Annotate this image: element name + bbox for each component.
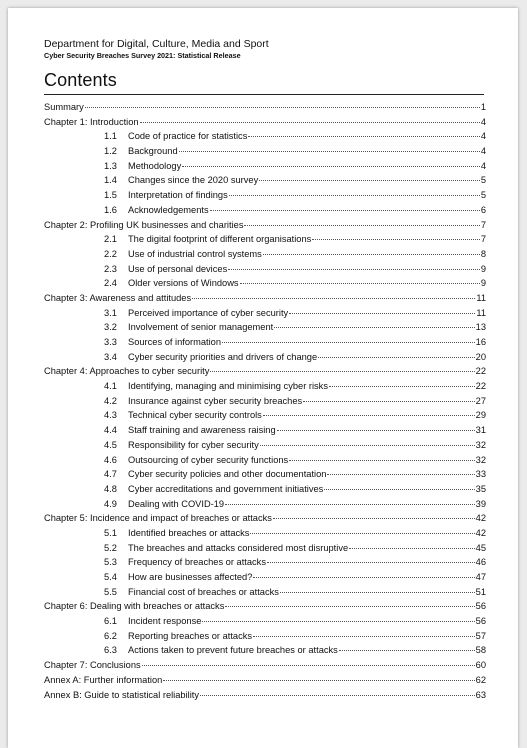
dot-leader: [289, 460, 474, 461]
toc-entry-number: 3.4: [104, 351, 117, 362]
toc-chapter-entry[interactable]: [44, 117, 486, 132]
toc-page-number: 16: [475, 337, 486, 347]
dot-leader: [228, 269, 480, 270]
dot-leader: [140, 122, 480, 123]
toc-section-entry[interactable]: [44, 146, 486, 161]
dot-leader: [339, 650, 475, 651]
toc-section-entry[interactable]: [44, 528, 486, 543]
toc-page-number: 9: [480, 263, 486, 274]
dot-leader: [163, 680, 474, 681]
toc-section-entry[interactable]: [44, 190, 486, 205]
toc-entry-label: The breaches and attacks considered most disruptive: [128, 542, 349, 553]
toc-entry-label: Use of industrial control systems: [128, 248, 262, 259]
dot-leader: [222, 342, 475, 343]
dot-leader: [200, 695, 475, 696]
toc-page-number: 5: [480, 175, 486, 186]
toc-page-number: 7: [480, 219, 486, 230]
toc-page-number: 45: [475, 542, 486, 553]
dot-leader: [267, 562, 475, 563]
toc-page-number: 56: [475, 616, 486, 627]
toc-entry-label: Staff training and awareness raising: [128, 425, 276, 436]
toc-section-entry[interactable]: [44, 322, 486, 337]
toc-section-entry[interactable]: [44, 645, 486, 660]
toc-entry-number: 6.2: [104, 630, 117, 641]
toc-entry-label: Code of practice for statistics: [128, 131, 248, 142]
title-divider: [44, 94, 484, 95]
toc-page-number: 42: [475, 527, 486, 538]
toc-entry-label: Identifying, managing and minimising cyber risks: [128, 381, 328, 392]
toc-page-number: 42: [475, 513, 486, 524]
dot-leader: [85, 107, 480, 108]
toc-entry-label: The digital footprint of different organisations: [128, 234, 312, 245]
dot-leader: [210, 210, 480, 211]
toc-entry-number: 4.3: [104, 410, 117, 421]
dot-leader: [273, 518, 475, 519]
toc-entry-number: 2.2: [104, 248, 117, 259]
toc-page-number: 22: [475, 381, 486, 392]
toc-entry-number: 1.3: [104, 160, 117, 171]
toc-entry-label: Use of personal devices: [128, 263, 228, 274]
toc-page-number: 29: [475, 410, 486, 421]
toc-entry-number: 4.1: [104, 381, 117, 392]
toc-page-number: 27: [475, 395, 486, 406]
dot-leader: [312, 239, 480, 240]
table-of-contents: [44, 102, 486, 704]
toc-section-entry[interactable]: [44, 278, 486, 293]
toc-chapter-entry[interactable]: [44, 601, 486, 616]
toc-entry-label: Outsourcing of cyber security functions: [128, 454, 289, 465]
toc-chapter-entry[interactable]: [44, 660, 486, 675]
toc-section-entry[interactable]: [44, 616, 486, 631]
toc-entry-number: 2.1: [104, 234, 117, 245]
toc-entry-label: Technical cyber security controls: [128, 410, 262, 421]
toc-page-number: 6: [480, 204, 486, 215]
toc-entry-label: Chapter 4: Approaches to cyber security: [44, 366, 210, 377]
dot-leader: [260, 445, 475, 446]
toc-page-number: 56: [475, 601, 486, 612]
dot-leader: [303, 401, 475, 402]
toc-page-number: 9: [480, 278, 486, 289]
toc-page-number: 4: [480, 146, 486, 157]
dot-leader: [253, 577, 474, 578]
toc-page-number: 20: [475, 351, 486, 362]
toc-chapter-entry[interactable]: [44, 513, 486, 528]
toc-section-entry[interactable]: [44, 440, 486, 455]
toc-page-number: 35: [475, 483, 486, 494]
toc-entry-label: Dealing with COVID-19: [128, 498, 225, 509]
toc-page-number: 32: [475, 439, 486, 450]
toc-section-entry[interactable]: [44, 234, 486, 249]
toc-entry-label: Annex A: Further information: [44, 674, 163, 685]
toc-entry-number: 1.4: [104, 175, 117, 186]
dot-leader: [229, 195, 480, 196]
toc-entry-number: 5.4: [104, 572, 117, 582]
toc-section-entry[interactable]: [44, 337, 486, 352]
toc-page-number: 7: [480, 234, 486, 245]
toc-page-number: 39: [475, 498, 486, 509]
dot-leader: [248, 136, 479, 137]
toc-entry-number: 6.3: [104, 645, 117, 656]
toc-entry-label: Chapter 1: Introduction: [44, 116, 139, 127]
toc-chapter-entry[interactable]: [44, 293, 486, 308]
dot-leader: [289, 313, 475, 314]
dot-leader: [244, 225, 479, 226]
toc-entry-label: Incident response: [128, 616, 202, 627]
toc-entry-label: Summary: [44, 102, 84, 112]
toc-chapter-entry[interactable]: [44, 220, 486, 235]
toc-page-number: 31: [475, 425, 486, 436]
toc-entry-label: Frequency of breaches or attacks: [128, 557, 266, 568]
dot-leader: [182, 166, 480, 167]
toc-page-number: 32: [475, 454, 486, 465]
dot-leader: [240, 283, 480, 284]
toc-section-entry[interactable]: [44, 249, 486, 264]
toc-page-number: 22: [475, 366, 486, 377]
toc-section-entry[interactable]: [44, 175, 486, 190]
toc-page-number: 63: [475, 689, 486, 700]
dot-leader: [318, 357, 475, 358]
toc-page-number: 13: [475, 322, 486, 333]
toc-entry-number: 2.3: [104, 263, 117, 274]
toc-page-number: 46: [475, 557, 486, 568]
toc-entry-label: Involvement of senior management: [128, 322, 274, 333]
dot-leader: [179, 151, 480, 152]
dot-leader: [225, 606, 474, 607]
dot-leader: [324, 489, 474, 490]
toc-entry-number: 4.9: [104, 498, 117, 509]
toc-entry-label: Responsibility for cyber security: [128, 439, 259, 450]
toc-chapter-entry[interactable]: [44, 366, 486, 381]
toc-section-entry[interactable]: [44, 264, 486, 279]
toc-section-entry[interactable]: [44, 557, 486, 572]
document-page: [8, 8, 518, 748]
dot-leader: [263, 415, 475, 416]
dot-leader: [210, 371, 474, 372]
dot-leader: [263, 254, 480, 255]
toc-page-number: 58: [475, 645, 486, 656]
toc-entry-number: 5.3: [104, 557, 117, 568]
toc-page-number: 4: [480, 131, 486, 142]
toc-page-number: 11: [476, 307, 486, 318]
toc-page-number: 5: [480, 190, 486, 201]
toc-entry-number: 1.2: [104, 146, 117, 157]
toc-page-number: 57: [475, 630, 486, 641]
toc-page-number: 62: [475, 674, 486, 685]
toc-section-entry[interactable]: [44, 205, 486, 220]
toc-section-entry[interactable]: [44, 131, 486, 146]
dot-leader: [259, 180, 480, 181]
toc-entry-label: Methodology: [128, 160, 182, 171]
dot-leader: [327, 474, 474, 475]
toc-page-number: 47: [475, 572, 486, 582]
department-header: Department for Digital, Culture, Media and Sport: [44, 38, 269, 50]
toc-page-number: 60: [475, 660, 486, 671]
dot-leader: [253, 636, 475, 637]
toc-page-number: 4: [480, 160, 486, 171]
toc-entry-label: Changes since the 2020 survey: [128, 175, 259, 186]
toc-section-entry[interactable]: [44, 543, 486, 558]
toc-entry-number: 5.5: [104, 586, 117, 597]
toc-chapter-entry[interactable]: [44, 675, 486, 690]
toc-entry-number: 4.6: [104, 454, 117, 465]
toc-page-number: 8: [480, 248, 486, 259]
dot-leader: [142, 665, 475, 666]
toc-entry-label: Insurance against cyber security breaches: [128, 395, 303, 406]
dot-leader: [329, 386, 475, 387]
toc-entry-number: 1.6: [104, 204, 117, 215]
toc-entry-label: Identified breaches or attacks: [128, 527, 250, 538]
dot-leader: [225, 504, 475, 505]
toc-entry-label: Chapter 3: Awareness and attitudes: [44, 292, 192, 303]
toc-section-entry[interactable]: [44, 410, 486, 425]
toc-entry-label: Cyber security policies and other documentation: [128, 469, 327, 480]
toc-entry-number: 4.4: [104, 425, 117, 436]
toc-entry-label: Chapter 5: Incidence and impact of breaches or attacks: [44, 513, 272, 524]
toc-chapter-entry[interactable]: [44, 102, 486, 117]
toc-entry-label: Cyber security priorities and drivers of change: [128, 351, 318, 362]
toc-section-entry[interactable]: [44, 572, 486, 587]
dot-leader: [280, 592, 475, 593]
toc-entry-number: 3.2: [104, 322, 117, 333]
toc-entry-number: 4.5: [104, 439, 117, 450]
toc-entry-number: 3.3: [104, 337, 117, 347]
toc-entry-label: Chapter 6: Dealing with breaches or attacks: [44, 601, 225, 612]
toc-entry-label: Perceived importance of cyber security: [128, 307, 289, 318]
toc-section-entry[interactable]: [44, 396, 486, 411]
toc-section-entry[interactable]: [44, 631, 486, 646]
report-subheader: Cyber Security Breaches Survey 2021: Statistical Release: [44, 51, 241, 60]
toc-entry-number: 4.8: [104, 483, 117, 494]
dot-leader: [250, 533, 474, 534]
dot-leader: [277, 430, 475, 431]
toc-section-entry[interactable]: [44, 469, 486, 484]
toc-entry-label: Older versions of Windows: [128, 278, 239, 289]
toc-page-number: 1: [480, 102, 486, 112]
toc-entry-number: 1.5: [104, 190, 117, 201]
toc-entry-label: Chapter 7: Conclusions: [44, 660, 141, 671]
toc-section-entry[interactable]: [44, 308, 486, 323]
toc-section-entry[interactable]: [44, 587, 486, 602]
toc-entry-number: 5.2: [104, 542, 117, 553]
toc-entry-number: 3.1: [104, 307, 117, 318]
toc-page-number: 11: [476, 292, 486, 303]
toc-entry-label: Background: [128, 146, 178, 157]
toc-entry-label: Actions taken to prevent future breaches or attacks: [128, 645, 338, 656]
toc-entry-label: How are businesses affected?: [128, 572, 253, 582]
toc-entry-number: 4.2: [104, 395, 117, 406]
toc-section-entry[interactable]: [44, 381, 486, 396]
toc-entry-label: Chapter 2: Profiling UK businesses and charities: [44, 219, 244, 230]
dot-leader: [349, 548, 475, 549]
dot-leader: [192, 298, 475, 299]
toc-section-entry[interactable]: [44, 455, 486, 470]
toc-entry-number: 6.1: [104, 616, 117, 627]
toc-page-number: 4: [480, 116, 486, 127]
toc-entry-label: Annex B: Guide to statistical reliability: [44, 689, 200, 700]
toc-section-entry[interactable]: [44, 499, 486, 514]
toc-section-entry[interactable]: [44, 425, 486, 440]
dot-leader: [274, 327, 474, 328]
toc-page-number: 51: [475, 586, 486, 597]
dot-leader: [202, 621, 474, 622]
toc-entry-label: Sources of information: [128, 337, 222, 347]
page-title: Contents: [44, 70, 117, 90]
toc-section-entry[interactable]: [44, 352, 486, 367]
toc-entry-label: Reporting breaches or attacks: [128, 630, 253, 641]
toc-entry-number: 5.1: [104, 527, 117, 538]
toc-section-entry[interactable]: [44, 161, 486, 176]
toc-entry-number: 2.4: [104, 278, 117, 289]
toc-entry-number: 1.1: [104, 131, 117, 142]
toc-section-entry[interactable]: [44, 484, 486, 499]
toc-entry-label: Interpretation of findings: [128, 190, 228, 201]
toc-entry-label: Financial cost of breaches or attacks: [128, 586, 279, 597]
toc-entry-label: Cyber accreditations and government initiatives: [128, 483, 324, 494]
toc-entry-number: 4.7: [104, 469, 117, 480]
toc-entry-label: Acknowledgements: [128, 204, 209, 215]
toc-page-number: 33: [475, 469, 486, 480]
toc-chapter-entry[interactable]: [44, 690, 486, 705]
